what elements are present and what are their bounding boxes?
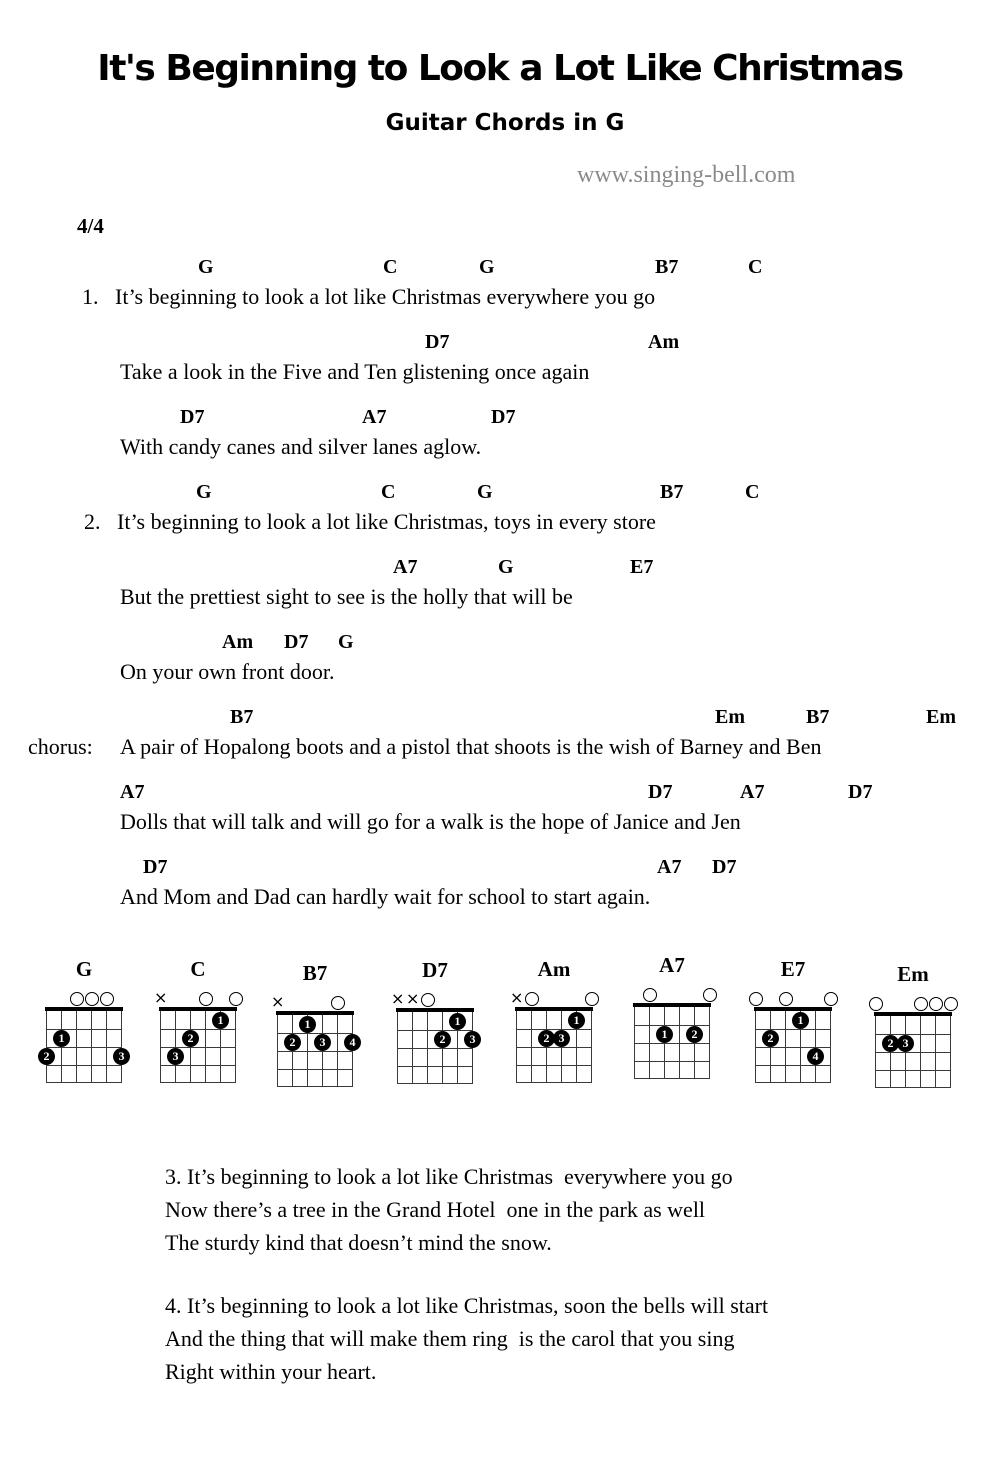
fretboard-grid	[43, 1007, 125, 1083]
chord-label: D7	[284, 631, 309, 653]
nut-line	[276, 1011, 354, 1015]
verse-line: 3. It’s beginning to look a lot like Christmas everywhere you go	[165, 1164, 733, 1189]
chord-diagram	[43, 957, 136, 1107]
muted-string-marker: ×	[391, 989, 405, 1008]
chord-diagram-label: Em	[897, 962, 929, 986]
verse-line: And the thing that will make them ring is the carol that you sing	[165, 1326, 735, 1351]
finger-dot: 1	[212, 1012, 229, 1029]
fret-line	[277, 1051, 353, 1052]
fret-line	[46, 1065, 122, 1066]
open-string-marker	[421, 993, 435, 1007]
fret-line	[160, 1065, 236, 1066]
fret-line	[634, 1043, 710, 1044]
nut-line	[45, 1007, 123, 1011]
finger-dot: 3	[167, 1048, 184, 1065]
chord-diagram-label: A7	[659, 953, 685, 977]
fret-line	[755, 1082, 831, 1083]
chord-diagram-label: B7	[302, 961, 328, 985]
lyric-text: 1. It’s beginning to look a lot like Christmas everywhere you go	[82, 284, 656, 309]
fret-line	[46, 1047, 122, 1048]
muted-string-marker: ×	[271, 992, 285, 1011]
extra-verses	[165, 1160, 768, 1418]
open-string-marker	[779, 992, 793, 1006]
finger-dot: 2	[686, 1026, 703, 1043]
nut-line	[874, 1012, 952, 1016]
string-markers	[510, 988, 592, 1007]
chord-diagram-label: C	[190, 957, 206, 981]
nut-line	[396, 1008, 474, 1012]
time-signature: 4/4	[77, 214, 104, 238]
fret-line	[277, 1086, 353, 1087]
song-line	[0, 781, 1000, 856]
chord-label: B7	[230, 706, 254, 728]
open-string-marker	[869, 997, 883, 1011]
fret-line	[397, 1030, 473, 1031]
fret-line	[875, 1052, 951, 1053]
chord-diagram	[271, 961, 367, 1111]
chord-diagram-label: Am	[537, 957, 571, 981]
nut-line	[633, 1003, 711, 1007]
finger-dot: 2	[284, 1034, 301, 1051]
open-string-marker	[525, 992, 539, 1006]
finger-dot: 1	[568, 1012, 585, 1029]
fret-line	[46, 1082, 122, 1083]
lyric-text: With candy canes and silver lanes aglow.	[120, 434, 482, 459]
string-markers	[46, 989, 122, 1007]
song-line	[0, 256, 1000, 331]
lyric-text: Take a look in the Five and Ten glistening once again	[120, 359, 590, 384]
open-string-marker	[199, 992, 213, 1006]
open-string-marker	[585, 992, 599, 1006]
verse-paragraph	[165, 1160, 768, 1259]
fret-line	[516, 1029, 592, 1030]
chord-label: Am	[648, 331, 680, 353]
fretboard-grid	[755, 1007, 830, 1083]
chord-diagram	[391, 958, 487, 1108]
open-string-marker	[100, 992, 114, 1006]
website-text: www.singing-bell.com	[577, 162, 796, 188]
fret-line	[277, 1069, 353, 1070]
lyric-text: On your own front door.	[120, 659, 335, 684]
open-string-marker	[703, 988, 717, 1002]
chord-label: A7	[362, 406, 387, 428]
song-lines	[0, 256, 1000, 946]
string-markers	[271, 992, 353, 1011]
section-label: chorus:	[28, 734, 93, 759]
open-string-marker	[643, 988, 657, 1002]
fret-line	[875, 1087, 951, 1088]
chord-diagram	[755, 957, 845, 1107]
verse-line: 4. It’s beginning to look a lot like Christmas, soon the bells will start	[165, 1293, 769, 1318]
chord-label: C	[748, 256, 763, 278]
song-line	[0, 331, 1000, 406]
fretboard-grid	[277, 1011, 356, 1087]
fret-line	[634, 1025, 710, 1026]
chord-label: A7	[740, 781, 765, 803]
nut-line	[754, 1007, 832, 1011]
fret-line	[397, 1066, 473, 1067]
page-subtitle: Guitar Chords in G	[385, 110, 625, 136]
muted-string-marker: ×	[154, 988, 168, 1007]
chord-label: D7	[712, 856, 737, 878]
fret-line	[755, 1047, 831, 1048]
lyric-text: 2. It’s beginning to look a lot like Christmas, toys in every store	[84, 509, 656, 534]
nut-line	[515, 1007, 593, 1011]
open-string-marker	[331, 996, 345, 1010]
chord-label: Am	[222, 631, 254, 653]
finger-dot: 3	[553, 1030, 570, 1047]
string-markers	[634, 985, 710, 1003]
chord-label: D7	[491, 406, 516, 428]
chord-label: C	[381, 481, 396, 503]
chord-label: Em	[926, 706, 956, 728]
chord-label: A7	[657, 856, 682, 878]
string-markers	[755, 989, 831, 1007]
chord-label: D7	[180, 406, 205, 428]
song-line	[0, 856, 1000, 931]
fretboard-grid	[634, 1003, 709, 1079]
finger-dot: 2	[538, 1030, 555, 1047]
chord-diagram	[154, 957, 250, 1107]
song-line	[0, 481, 1000, 556]
finger-dot: 3	[897, 1035, 914, 1052]
lyric-text: And Mom and Dad can hardly wait for school to start again.	[120, 884, 651, 909]
finger-dot: 2	[434, 1031, 451, 1048]
chord-diagram	[510, 957, 606, 1107]
muted-string-marker: ×	[406, 989, 420, 1008]
finger-dot: 1	[792, 1012, 809, 1029]
fret-line	[875, 1070, 951, 1071]
fretboard-grid	[875, 1012, 950, 1088]
chord-diagram	[875, 962, 965, 1112]
open-string-marker	[824, 992, 838, 1006]
finger-dot: 4	[807, 1048, 824, 1065]
lyric-text: But the prettiest sight to see is the holly that will be	[120, 584, 573, 609]
finger-dot: 1	[656, 1026, 673, 1043]
finger-dot: 4	[344, 1034, 361, 1051]
song-line	[0, 706, 1000, 781]
finger-dot: 2	[762, 1030, 779, 1047]
fretboard-grid	[397, 1008, 476, 1084]
song-line	[0, 556, 1000, 631]
song-line	[0, 631, 1000, 706]
chord-diagram-label: D7	[422, 958, 448, 982]
chord-label: Em	[715, 706, 745, 728]
chord-label: G	[479, 256, 495, 278]
finger-dot: 1	[299, 1016, 316, 1033]
open-string-marker	[749, 992, 763, 1006]
finger-dot: 2	[182, 1030, 199, 1047]
open-string-marker	[929, 997, 943, 1011]
fretboard-grid	[160, 1007, 235, 1083]
verse-line: Now there’s a tree in the Grand Hotel one in the park as well	[165, 1197, 706, 1222]
finger-dot: 3	[464, 1031, 481, 1048]
chord-diagram-label: G	[75, 957, 93, 981]
chord-label: D7	[425, 331, 450, 353]
fret-line	[516, 1047, 592, 1048]
finger-dot: 2	[882, 1035, 899, 1052]
chord-label: C	[745, 481, 760, 503]
fret-line	[634, 1078, 710, 1079]
chord-label: C	[383, 256, 398, 278]
verse-line: Right within your heart.	[165, 1359, 377, 1384]
string-markers	[154, 988, 236, 1007]
fret-line	[397, 1048, 473, 1049]
fret-line	[160, 1029, 236, 1030]
open-string-marker	[229, 992, 243, 1006]
chord-label: D7	[848, 781, 873, 803]
chord-label: G	[198, 256, 214, 278]
chord-label: E7	[630, 556, 654, 578]
finger-dot: 2	[38, 1048, 55, 1065]
string-markers	[875, 994, 951, 1012]
nut-line	[159, 1007, 237, 1011]
fret-line	[397, 1083, 473, 1084]
string-markers	[391, 989, 473, 1008]
muted-string-marker: ×	[510, 988, 524, 1007]
finger-dot: 3	[113, 1048, 130, 1065]
verse-paragraph	[165, 1289, 768, 1388]
fret-line	[755, 1065, 831, 1066]
finger-dot: 3	[314, 1034, 331, 1051]
open-string-marker	[85, 992, 99, 1006]
fret-line	[160, 1082, 236, 1083]
chord-label: D7	[648, 781, 673, 803]
chord-label: G	[477, 481, 493, 503]
song-line	[0, 406, 1000, 481]
fret-line	[634, 1061, 710, 1062]
lyric-text: A pair of Hopalong boots and a pistol that shoots is the wish of Barney and Ben	[120, 734, 822, 759]
chord-label: A7	[120, 781, 145, 803]
verse-line: The sturdy kind that doesn’t mind the snow.	[165, 1230, 552, 1255]
chord-label: B7	[806, 706, 830, 728]
page-title: It's Beginning to Look a Lot Like Christmas	[97, 48, 903, 89]
finger-dot: 1	[53, 1030, 70, 1047]
chord-label: D7	[143, 856, 168, 878]
chord-diagrams	[0, 955, 1000, 1120]
fretboard-grid	[516, 1007, 591, 1083]
open-string-marker	[944, 997, 958, 1011]
chord-label: A7	[393, 556, 418, 578]
chord-label: G	[196, 481, 212, 503]
chord-diagram	[634, 953, 724, 1103]
fret-line	[516, 1082, 592, 1083]
lyric-text: Dolls that will talk and will go for a walk is the hope of Janice and Jen	[120, 809, 741, 834]
chord-diagram-label: E7	[780, 957, 806, 981]
chord-label: B7	[660, 481, 684, 503]
chord-label: G	[498, 556, 514, 578]
chord-label: G	[338, 631, 354, 653]
open-string-marker	[914, 997, 928, 1011]
chord-label: B7	[655, 256, 679, 278]
open-string-marker	[70, 992, 84, 1006]
finger-dot: 1	[449, 1013, 466, 1030]
fret-line	[516, 1065, 592, 1066]
